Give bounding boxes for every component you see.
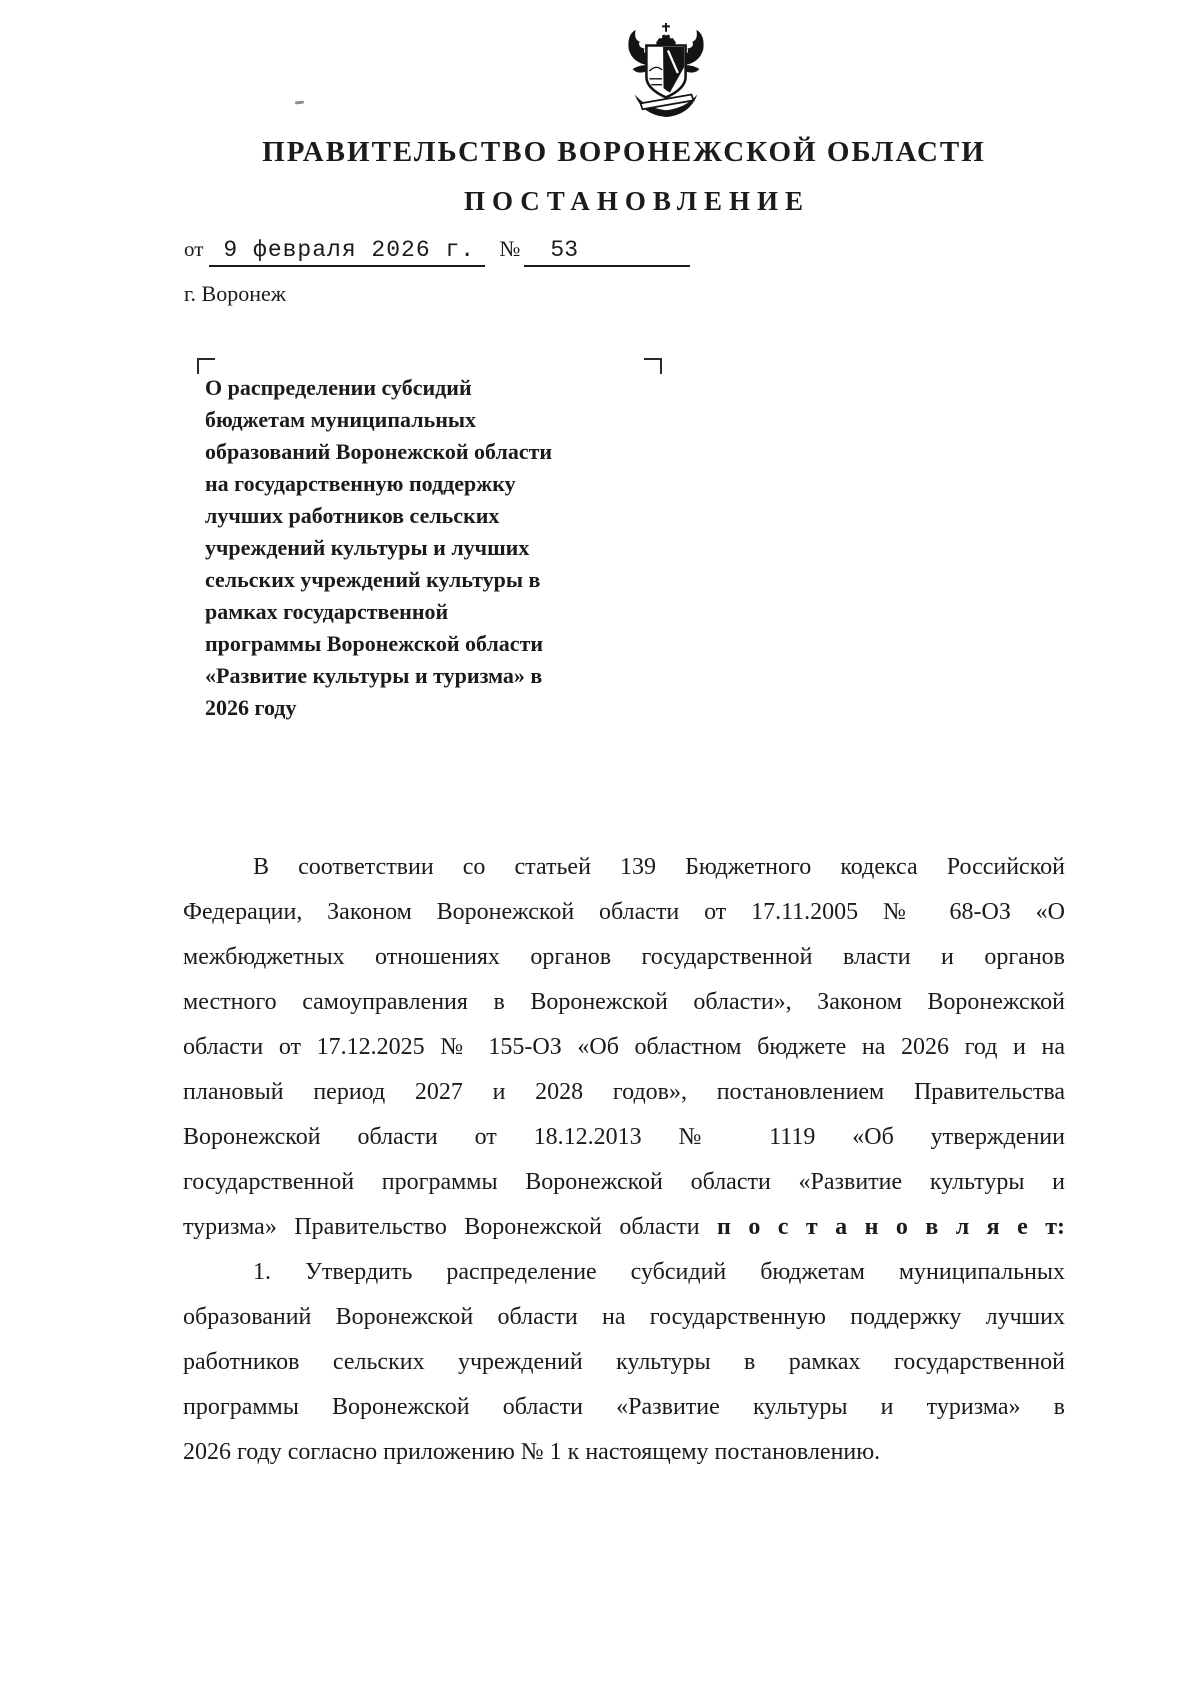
subject-line: 2026 году [205,695,297,720]
date-from-label: от [184,237,204,261]
subject-line: «Развитие культуры и туризма» в [205,663,543,688]
date-value: 9 февраля 2026 г. [209,237,485,267]
subject-line: лучших работников сельских [205,503,500,528]
body-line: работников сельских учреждений культуры в рамках государственной [183,1349,1065,1375]
body-text [183,845,1065,1475]
subject-line: учреждений культуры и лучших [205,535,530,560]
body-line-resolves [183,1205,1065,1250]
body-line: плановый период 2027 и 2028 годов», постановлением Правительства [183,1079,1065,1105]
number-value: 53 [524,237,690,267]
doc-type-title: ПОСТАНОВЛЕНИЕ [463,186,811,216]
subject-line: бюджетам муниципальных [205,407,477,432]
resolve-word: п о с т а н о в л я е т: [717,1214,1066,1240]
subject-line: сельских учреждений культуры в [205,567,541,592]
body-line: образований Воронежской области на государственную поддержку лучших [183,1304,1065,1330]
city-label: г. Воронеж [184,281,286,306]
subject-line: рамках государственной [205,599,449,624]
body-line: государственной программы Воронежской области «Развитие культуры и [183,1169,1065,1195]
body-line: Воронежской области от 18.12.2013 № 1119 «Об утверждении [183,1124,1065,1150]
body-line: 1. Утвердить распределение субсидий бюджетам муниципальных [253,1259,1065,1285]
subject-line: образований Воронежской области [205,439,553,464]
subject-line: программы Воронежской области [205,631,544,656]
body-line: программы Воронежской области «Развитие культуры и туризма» в [183,1394,1065,1420]
body-line: области от 17.12.2025 № 155-ОЗ «Об областном бюджете на 2026 год и на [183,1034,1065,1060]
body-line: 2026 году согласно приложению № 1 к настоящему постановлению. [183,1439,881,1465]
subject-block [205,372,675,724]
body-line: В соответствии со статьей 139 Бюджетного кодекса Российской [253,854,1065,880]
coat-of-arms-icon [606,22,726,120]
body-line: межбюджетных отношениях органов государственной власти и органов [183,944,1065,970]
body-line: Федерации, Законом Воронежской области от 17.11.2005 № 68-ОЗ «О [183,899,1065,925]
subject-line: на государственную поддержку [205,471,516,496]
body-line: местного самоуправления в Воронежской области», Законом Воронежской [183,989,1065,1015]
body-line-plain: туризма» Правительство Воронежской области [183,1214,700,1240]
subject-line: О распределении субсидий [205,375,472,400]
org-name-title: ПРАВИТЕЛЬСТВО ВОРОНЕЖСКОЙ ОБЛАСТИ [262,136,986,168]
scan-artifact [295,101,304,105]
dateline [184,236,690,267]
number-sign: № [499,236,521,261]
